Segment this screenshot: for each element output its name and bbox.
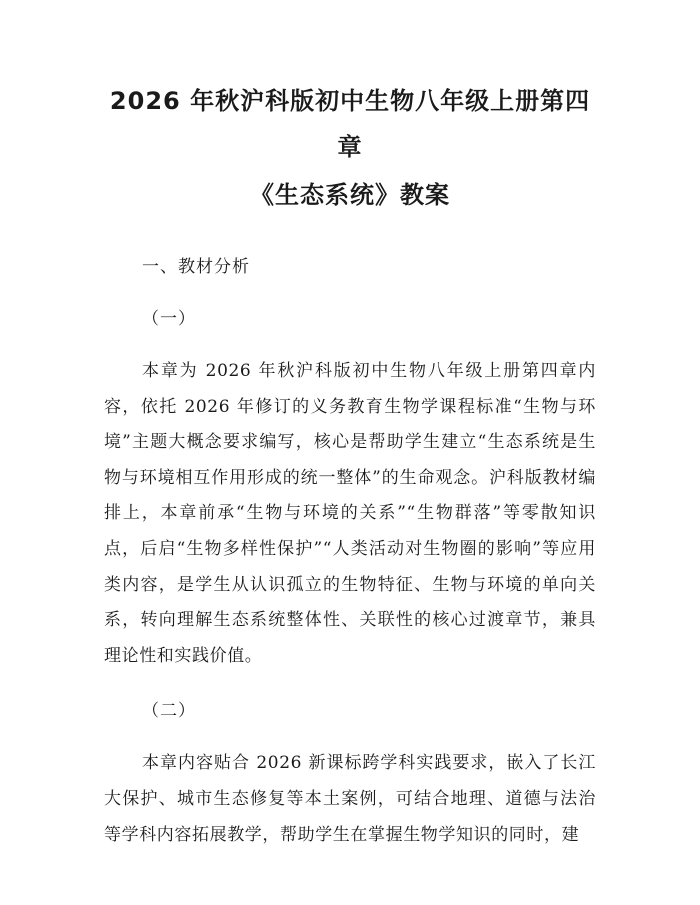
paragraph-2: 本章内容贴合 2026 新课标跨学科实践要求，嵌入了长江大保护、城市生态修复等本土案例，可结合地理、道德与法治等学科内容拓展教学，帮助学生在掌握生物学知识的同时，建 bbox=[104, 753, 596, 845]
section-heading-textbook-analysis: 一、教材分析 bbox=[142, 257, 250, 277]
document-title-line-1: 2026 年秋沪科版初中生物八年级上册第四章 bbox=[109, 87, 591, 161]
subsection-heading-2: （二） bbox=[142, 701, 196, 722]
paragraph-1: 本章为 2026 年秋沪科版初中生物八年级上册第四章内容，依托 2026 年修订的义务教育生物学课程标准“生物与环境”主题大概念要求编写，核心是帮助学生建立“生态系统是生物与环境相互作用形成的统一整体”的生命观念。沪科版教材编排上，本章前承“生物与环境的关系”“生物群落”等零散知识点，后启“生物多样性保护”“人类活动对生物圈的影响”等应用类内容，是学生从认识孤立的生物特征、生物与环境的单向关系，转向理解生态系统整体性、关联性的核心过渡章节，兼具理论性和实践价值。 bbox=[104, 361, 596, 666]
subsection-heading-1: （一） bbox=[142, 309, 196, 329]
document-title-line-2: 《生态系统》教案 bbox=[250, 181, 450, 209]
